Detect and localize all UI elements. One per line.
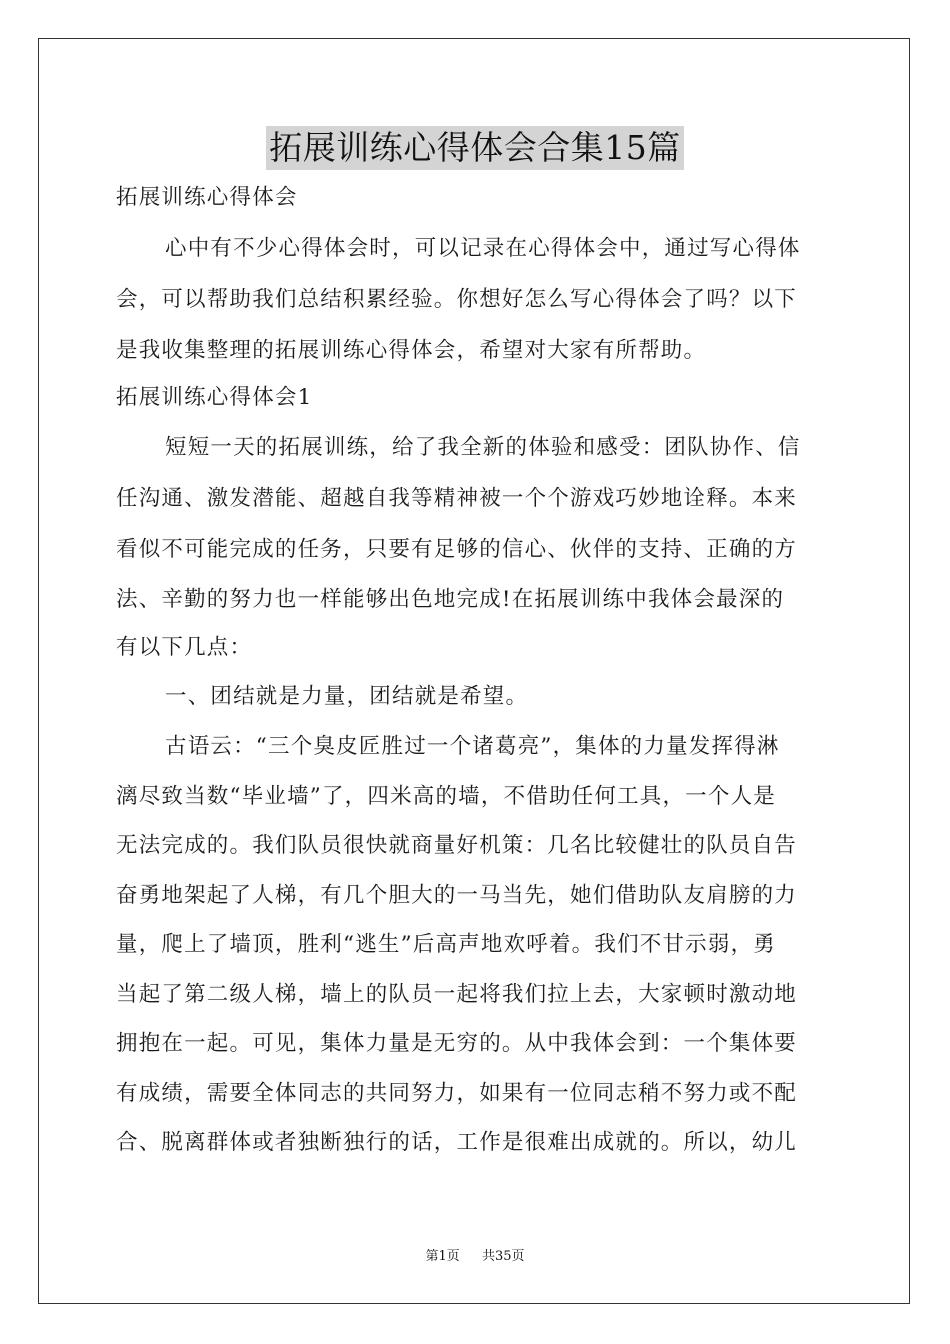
paragraph-line: 漓尽致当数“毕业墙”了，四米高的墙，不借助任何工具，一个人是 (116, 784, 776, 809)
paragraph-line: 当起了第二级人梯，墙上的队员一起将我们拉上去，大家顿时激动地 (116, 982, 798, 1007)
paragraph-line: 会，可以帮助我们总结积累经验。你想好怎么写心得体会了吗？以下 (116, 287, 798, 312)
title-container (0, 126, 950, 170)
paragraph-line: 有成绩，需要全体同志的共同努力，如果有一位同志稍不努力或不配 (116, 1081, 798, 1106)
paragraph-line: 短短一天的拓展训练，给了我全新的体验和感受：团队协作、信 (165, 435, 801, 460)
page-total: 共35页 (482, 1249, 525, 1264)
section-heading: 拓展训练心得体会1 (116, 385, 313, 410)
paragraph-line: 心中有不少心得体会时，可以记录在心得体会中，通过写心得体 (165, 236, 801, 261)
paragraph-line: 量，爬上了墙顶，胜利“逃生”后高声地欢呼着。我们不甘示弱，勇 (116, 932, 776, 957)
paragraph-line: 拥抱在一起。可见，集体力量是无穷的。从中我体会到：一个集体要 (116, 1031, 798, 1056)
paragraph-line: 古语云：“三个臭皮匠胜过一个诸葛亮”，集体的力量发挥得淋 (165, 734, 780, 759)
paragraph-line: 有以下几点： (116, 635, 253, 660)
document-title: 拓展训练心得体会合集15篇 (266, 126, 684, 170)
section-heading: 拓展训练心得体会 (116, 185, 298, 210)
page-number: 第1页 (425, 1249, 460, 1264)
page-border (38, 38, 910, 1304)
paragraph-line: 无法完成的。我们队员很快就商量好机策：几名比较健壮的队员自告 (116, 833, 798, 858)
paragraph-line: 是我收集整理的拓展训练心得体会，希望对大家有所帮助。 (116, 338, 707, 363)
paragraph-line: 一、团结就是力量，团结就是希望。 (165, 684, 529, 709)
paragraph-line: 合、脱离群体或者独断独行的话，工作是很难出成就的。所以，幼儿 (116, 1130, 798, 1155)
paragraph-line: 奋勇地架起了人梯，有几个胆大的一马当先，她们借助队友肩膀的力 (116, 883, 798, 908)
paragraph-line: 任沟通、激发潜能、超越自我等精神被一个个游戏巧妙地诠释。本来 (116, 486, 798, 511)
paragraph-line: 法、辛勤的努力也一样能够出色地完成!在拓展训练中我体会最深的 (116, 587, 785, 612)
paragraph-line: 看似不可能完成的任务，只要有足够的信心、伙伴的支持、正确的方 (116, 537, 798, 562)
page-footer (0, 1245, 950, 1264)
